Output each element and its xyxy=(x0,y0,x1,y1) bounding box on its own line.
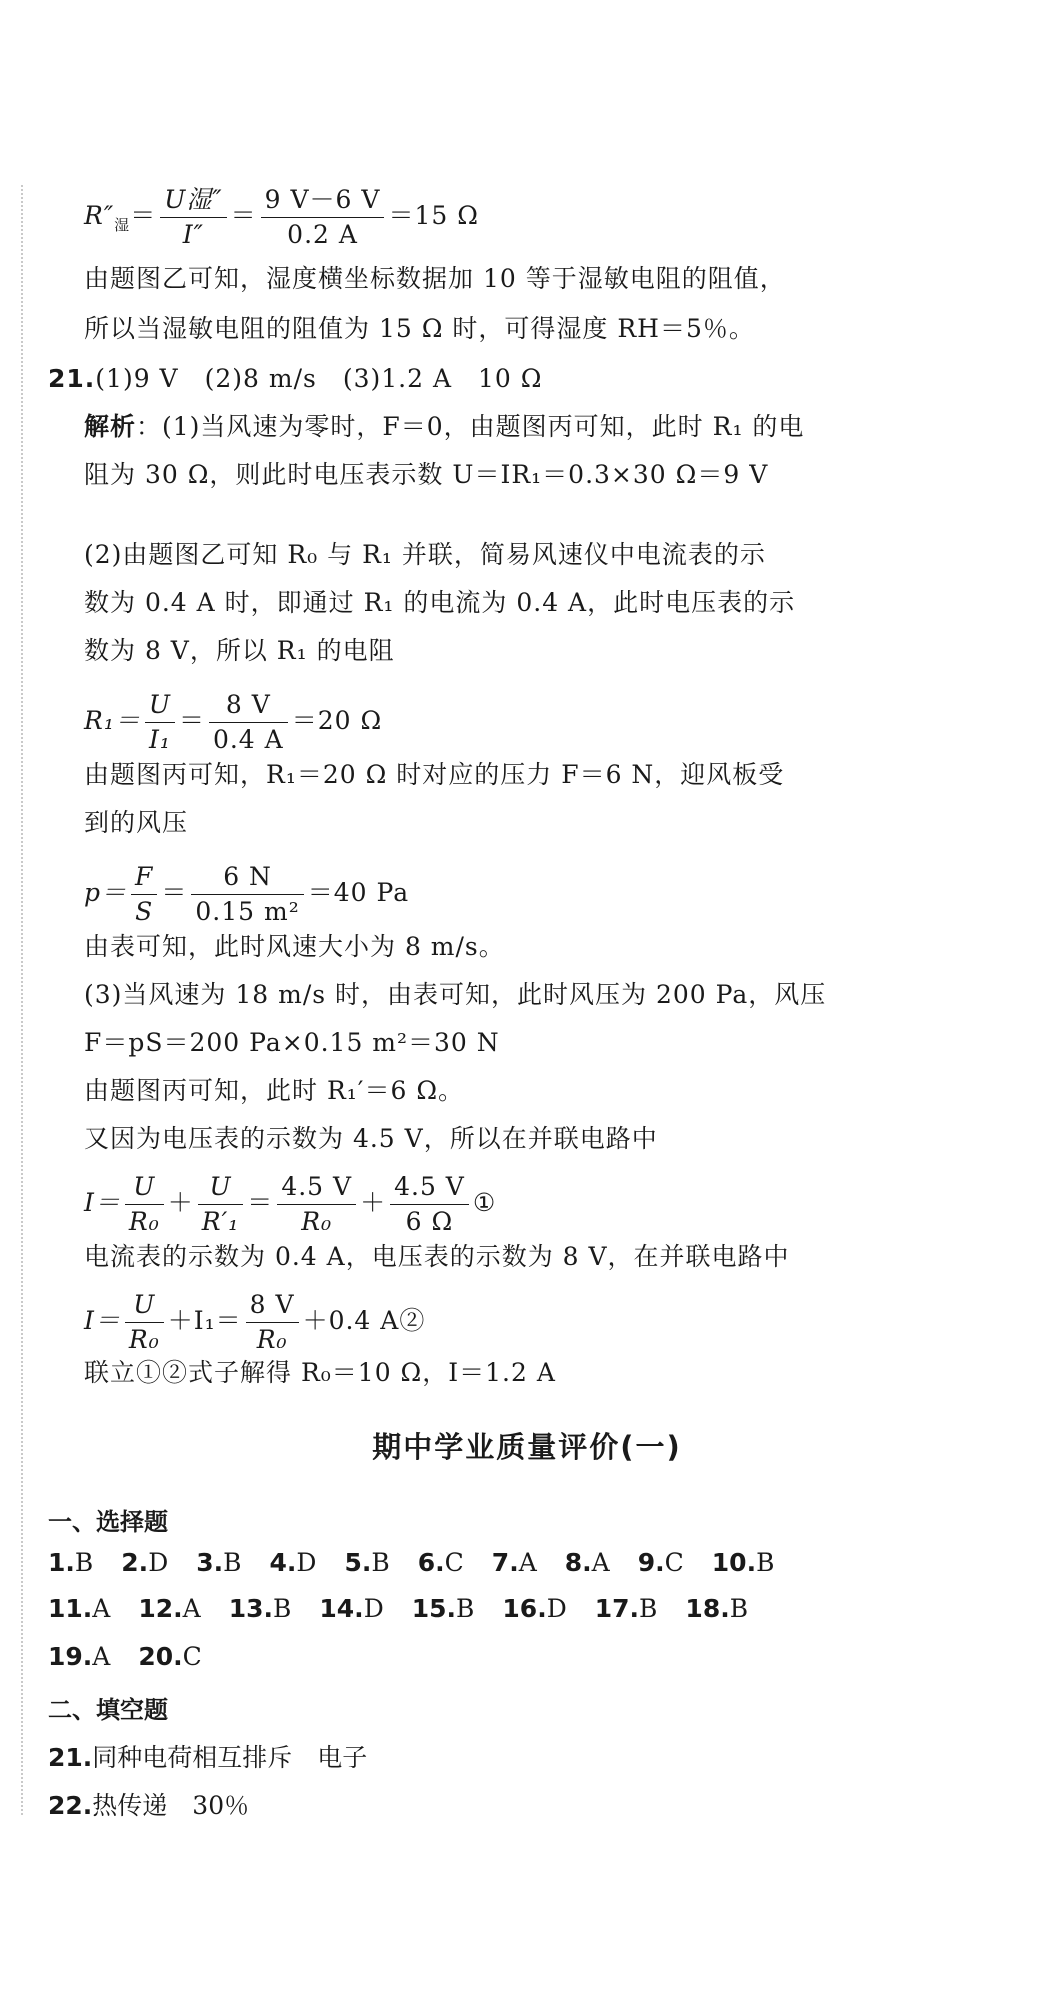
analysis-line: 电流表的示数为 0.4 A，电压表的示数为 8 V，在并联电路中 xyxy=(84,1242,790,1271)
analysis-line: 数为 0.4 A 时，即通过 R₁ 的电流为 0.4 A，此时电压表的示 xyxy=(84,588,796,617)
analysis-line: 由表可知，此时风速大小为 8 m/s。 xyxy=(84,932,505,961)
question-number: 8. xyxy=(564,1548,592,1577)
question-number: 20. xyxy=(138,1642,183,1671)
question-number: 13. xyxy=(228,1594,274,1623)
question-number: 12. xyxy=(138,1594,183,1623)
question-number: 9. xyxy=(637,1548,665,1577)
fill-answer-21: 21.同种电荷相互排斥 电子 xyxy=(48,1743,368,1772)
answer-letter: D xyxy=(363,1594,384,1623)
question-number: 11. xyxy=(48,1594,93,1623)
choice-answer xyxy=(502,1594,566,1623)
answer-letter: B xyxy=(223,1548,242,1577)
answer-letter: C xyxy=(182,1642,202,1671)
analysis-line: 到的风压 xyxy=(84,808,189,837)
answer-letter: D xyxy=(296,1548,317,1577)
choice-answer xyxy=(138,1594,200,1623)
paragraph: 所以当湿敏电阻的阻值为 15 Ω 时，可得湿度 RH＝5％。 xyxy=(84,314,755,343)
section-heading-choice: 一、选择题 xyxy=(48,1508,168,1536)
answer-letter: B xyxy=(756,1548,775,1577)
choice-answer xyxy=(412,1594,475,1623)
choice-answer xyxy=(638,1548,684,1577)
analysis-line: (3)当风速为 18 m/s 时，由表可知，此时风压为 200 Pa，风压 xyxy=(84,980,827,1009)
answer-letter: B xyxy=(729,1594,749,1623)
question-number: 14. xyxy=(319,1594,364,1623)
analysis-line: 由题图丙可知，R₁＝20 Ω 时对应的压力 F＝6 N，迎风板受 xyxy=(84,760,785,789)
choice-answer xyxy=(229,1594,292,1623)
answer-letter: B xyxy=(273,1594,292,1623)
answer-letter: D xyxy=(148,1548,169,1577)
equation-current-1: I＝ $\frac{U}{\text{R₀}}$ ＋ $\frac{U}{\text{R′₁}}$ ＝ $\frac{4.5 V}{\text{R₀}}$ ＋ $\frac{4.5 V}{6 \Omega}$ ① xyxy=(84,1172,497,1236)
analysis-line: 联立①②式子解得 R₀＝10 Ω，I＝1.2 A xyxy=(84,1358,556,1387)
answer-letter: A xyxy=(182,1594,201,1623)
choice-answer xyxy=(595,1594,658,1623)
analysis-line: (2)由题图乙可知 R₀ 与 R₁ 并联，简易风速仪中电流表的示 xyxy=(84,540,766,569)
choice-answer xyxy=(418,1548,464,1577)
equation-r1: R₁＝ $\frac{U}{\text{I₁}}$ ＝ $\frac{8 V}{0.4 A}$ ＝20 Ω xyxy=(84,690,383,754)
choice-answer xyxy=(48,1642,110,1671)
section-title: 期中学业质量评价(一) xyxy=(372,1430,682,1464)
choice-answer xyxy=(685,1594,748,1623)
equation-current-2: I＝ $\frac{U}{\text{R₀}}$ ＋I₁＝ $\frac{8 V}{\text{R₀}}$ ＋0.4 A② xyxy=(84,1290,426,1354)
analysis-line: 数为 8 V，所以 R₁ 的电阻 xyxy=(84,636,395,665)
choice-answers-row xyxy=(48,1548,802,1577)
question-number: 1. xyxy=(48,1548,75,1577)
question-number: 18. xyxy=(685,1594,730,1623)
choice-answer xyxy=(492,1548,537,1577)
choice-answer xyxy=(48,1548,93,1577)
choice-answers-row xyxy=(48,1642,230,1671)
question-number: 15. xyxy=(411,1594,457,1623)
choice-answer xyxy=(319,1594,383,1623)
analysis-line: 由题图丙可知，此时 R₁′＝6 Ω。 xyxy=(84,1076,465,1105)
question-number: 17. xyxy=(594,1594,640,1623)
equation-r-humid: $R''_湿=$ $\frac{\text{U湿″}}{I''}$ ＝ $\frac{9 V-6 V}{0.2 A}$ ＝15 Ω xyxy=(84,185,479,249)
choice-answer xyxy=(712,1548,775,1577)
question-21-answer: 21.(1)9 V (2)8 m/s (3)1.2 A 10 Ω xyxy=(48,364,543,393)
choice-answers-row xyxy=(48,1594,776,1623)
choice-answer xyxy=(48,1594,110,1623)
margin-divider xyxy=(21,185,23,1815)
analysis-line: 阻为 30 Ω，则此时电压表示数 U＝IR₁＝0.3×30 Ω＝9 V xyxy=(84,460,769,489)
analysis-line: F＝pS＝200 Pa×0.15 m²＝30 N xyxy=(84,1028,500,1057)
question-number: 3. xyxy=(196,1548,224,1577)
choice-answer xyxy=(565,1548,610,1577)
question-number: 5. xyxy=(344,1548,372,1577)
answer-letter: C xyxy=(444,1548,464,1577)
answer-letter: B xyxy=(74,1548,94,1577)
choice-answer xyxy=(270,1548,317,1577)
section-heading-fill: 二、填空题 xyxy=(48,1696,168,1724)
paragraph: 由题图乙可知，湿度横坐标数据加 10 等于湿敏电阻的阻值， xyxy=(84,264,786,293)
choice-answer xyxy=(344,1548,389,1577)
answer-letter: A xyxy=(92,1642,111,1671)
question-number: 10. xyxy=(711,1548,757,1577)
answer-letter: A xyxy=(518,1548,537,1577)
answer-letter: B xyxy=(371,1548,390,1577)
answer-letter: D xyxy=(546,1594,567,1623)
question-number: 16. xyxy=(502,1594,547,1623)
fill-answer-22: 22.热传递 30％ xyxy=(48,1791,250,1820)
answer-letter: B xyxy=(456,1594,475,1623)
choice-answer xyxy=(121,1548,168,1577)
choice-answer xyxy=(138,1642,201,1671)
question-number: 2. xyxy=(121,1548,149,1577)
question-number: 7. xyxy=(491,1548,519,1577)
answer-letter: C xyxy=(664,1548,684,1577)
choice-answer xyxy=(196,1548,241,1577)
question-number: 6. xyxy=(417,1548,445,1577)
equation-pressure: p＝ $\frac{F}{S}$ ＝ $\frac{6 N}{\text{0.15 m²}}$ ＝40 Pa xyxy=(84,862,410,926)
question-number: 19. xyxy=(48,1642,93,1671)
analysis-line: 解析：(1)当风速为零时，F＝0，由题图丙可知，此时 R₁ 的电 xyxy=(84,412,805,441)
question-number: 4. xyxy=(269,1548,297,1577)
analysis-line: 又因为电压表的示数为 4.5 V，所以在并联电路中 xyxy=(84,1124,658,1153)
answer-letter: B xyxy=(639,1594,658,1623)
answer-letter: A xyxy=(92,1594,111,1623)
answer-letter: A xyxy=(591,1548,610,1577)
